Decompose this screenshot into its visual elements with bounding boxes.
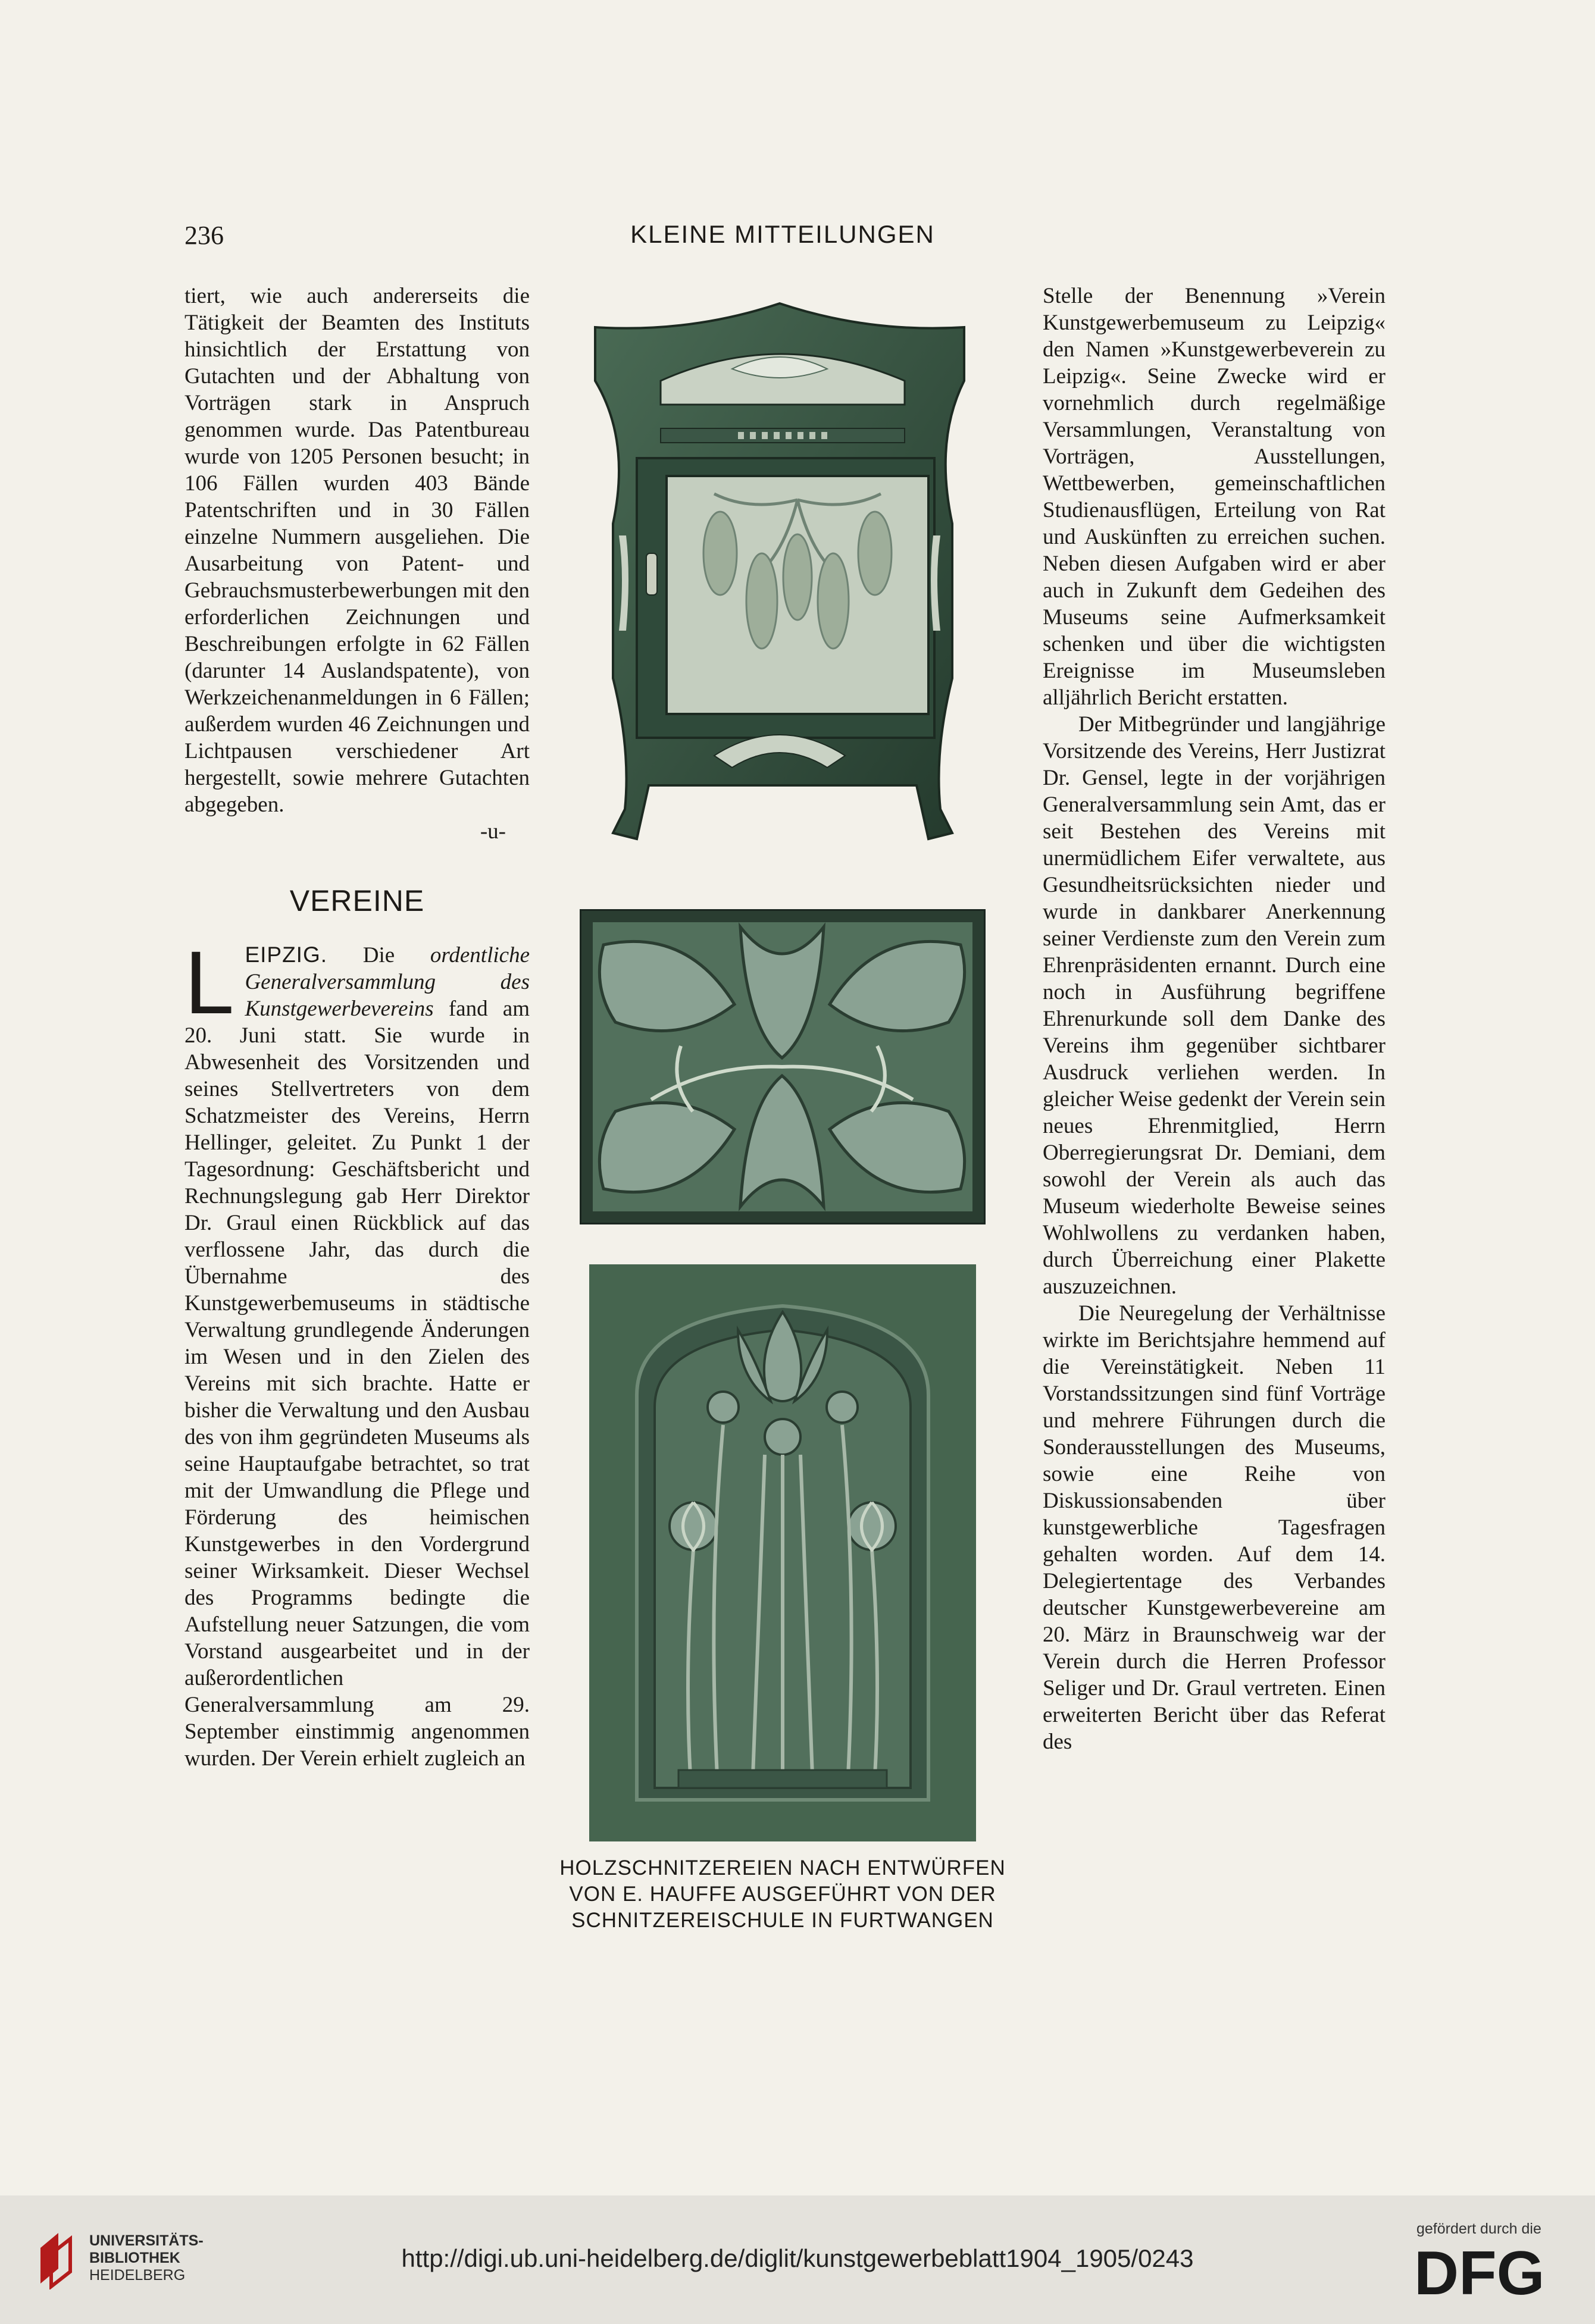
right-paragraph-2: Der Mitbegründer und langjährige Vorsitzende des Vereins, Herr Justizrat Dr. Gensel, legte in der vorjährigen Generalversammlung sein Amt, das er seit Bestehen des Vereins mit unermüdlichem Eifer verwaltete, aus Gesundheitsrücksichten nieder und wurde in dankbarer Anerkennung seiner Verdienste zum den Verein zum Ehrenpräsidenten ernannt. Durch eine noch in Ausführung begriffene Ehrenurkunde soll dem Danke des Vereins ihm gegenüber sichtbarer Ausdruck verliehen werden. In gleicher Weise gedenkt der Verein sein neues Ehrenmitglied, Herrn Oberregierungsrat Dr. Demiani, dem sowohl der Verein als auch das Museum wiederholte Beweise seines Wohlwollens zu verdanken haben, durch Überreichung einer Plakette auszuzeichnen.: [1043, 712, 1386, 1299]
lead-word: EIPZIG.: [245, 942, 328, 967]
running-head: KLEINE MITTEILUNGEN: [630, 220, 935, 248]
dfg-logo-icon: [1414, 2242, 1575, 2301]
page-number: 236: [184, 221, 224, 250]
left-column: [184, 283, 530, 1772]
right-paragraph-1: Stelle der Benennung »Verein Kunstgewerbemuseum zu Leipzig« den Namen »Kunstgewerbeverein zu Leipzig«. Seine Zwecke wird er vornehmlich durch regelmäßige Versammlungen, Veranstaltung von Vorträgen, Ausstellungen, Wettbewerben, gemeinschaftlichen Studienausflügen, Erteilung von Rat und Auskünften zu erreichen suchen. Neben diesen Aufgaben wird er aber auch in Zukunft dem Gedeihen des Museums seine Aufmerksamkeit schenken und über die wichtigsten Ereignisse im Museumsleben alljährlich Bericht erstatten.: [1043, 284, 1386, 710]
vereine-paragraph: [184, 932, 530, 1772]
lead-text-2: fand am 20. Juni statt. Sie wurde in Abwesenheit des Vorsitzenden und seines Stellvertreters von dem Schatzmeister des Vereins, Herrn Hellinger, geleitet. Zu Punkt 1 der Tagesordnung: Geschäftsbericht und Rechnungslegung gab Herr Direktor Dr. Graul einen Rückblick auf das verflossene Jahr, das durch die Übernahme des Kunstgewerbemuseums in städtische Verwaltung grundlegende Änderungen im Wesen und in den Zielen des Vereins mit sich brachte. Hatte er bisher die Verwaltung und den Ausbau des von ihm gegründeten Museums als seine Hauptaufgabe betrachtet, so trat mit der Umwandlung die Pflege und Förderung des heimischen Kunstgewerbes in den Vordergrund seiner Wirksamkeit. Dieser Wechsel des Programms bedingte die Aufstellung neuer Satzungen, die vom Vorstand ausgearbeitet und in der außerordentlichen Generalversammlung am 29. September einstimmig angenommen wurden. Der Verein erhielt zugleich an: [184, 997, 530, 1771]
author-signature: -u-: [480, 819, 506, 844]
right-column: [1043, 283, 1386, 1755]
section-heading: VEREINE: [289, 884, 425, 917]
intro-paragraph: tiert, wie auch andererseits die Tätigkeit der Beamten des Instituts hinsichtlich der Erstattung von Gutachten und der Abhaltung von Vorträgen stark in Anspruch genommen wurde. Das Patentbureau wurde von 1205 Personen besucht; in 106 Fällen wurden 403 Bände Patentschriften und in 30 Fällen einzelne Nummern ausgeliehen. Die Ausarbeitung von Patent- und Gebrauchsmusterbewerbungen mit den erforderlichen Zeichnungen und Beschreibungen erfolgte in 62 Fällen (darunter 14 Auslandspatente), von Werkzeichenanmeldungen in 6 Fällen; außerdem wurden 46 Zeichnungen und Lichtpausen verschiedener Art hergestellt, sowie mehrere Gutachten abgegeben.: [184, 284, 530, 817]
carved-floral-door-panel-illustration: [589, 1264, 976, 1841]
leaf-panel-drawing: [580, 909, 986, 1224]
carved-cabinet-illustration: [571, 297, 988, 881]
carved-leaf-panel-illustration: [580, 909, 986, 1224]
lead-text-1: Die: [327, 943, 430, 967]
funding-label: gefördert durch die: [1416, 2220, 1541, 2237]
lead-italic: ordentliche Generalversammlung des Kunstgewerbevereins: [245, 943, 530, 1021]
permalink-url[interactable]: http://digi.ub.uni-heidelberg.de/diglit/kunstgewerbeblatt1904_1905/0243: [401, 2244, 1194, 2272]
page-header: [184, 220, 1381, 256]
library-line-2: BIBLIOTHEK: [89, 2250, 180, 2266]
right-paragraph-3: Die Neuregelung der Verhältnisse wirkte im Berichtsjahre hemmend auf die Vereinstätigkeit. Neben 11 Vorstandssitzungen sind fünf Vorträge und mehrere Führungen durch die Sonderausstellungen des Museums, sowie eine Reihe von Diskussionsabenden über kunstgewerbliche Tagesfragen gehalten worden. Auf dem 14. Delegiertentage des Verbandes deutscher Kunstgewerbevereine am 20. März in Braunschweig war der Verein durch die Herren Professor Seliger und Dr. Graul vertreten. Einen erweiterten Bericht über das Referat des: [1043, 1301, 1386, 1754]
drop-cap: L: [184, 932, 234, 1032]
figure-caption: HOLZSCHNITZEREIEN NACH ENTWÜRFEN VON E. HAUFFE AUSGEFÜHRT VON DER SCHNITZEREISCHULE IN FURTWANGEN: [559, 1856, 1006, 1932]
floral-panel-drawing: [589, 1264, 976, 1841]
library-line-1: UNIVERSITÄTS-: [89, 2232, 204, 2249]
cabinet-drawing: [571, 297, 988, 881]
dfg-logo-text: DFG: [1414, 2242, 1545, 2301]
library-line-3: HEIDELBERG: [89, 2267, 186, 2284]
